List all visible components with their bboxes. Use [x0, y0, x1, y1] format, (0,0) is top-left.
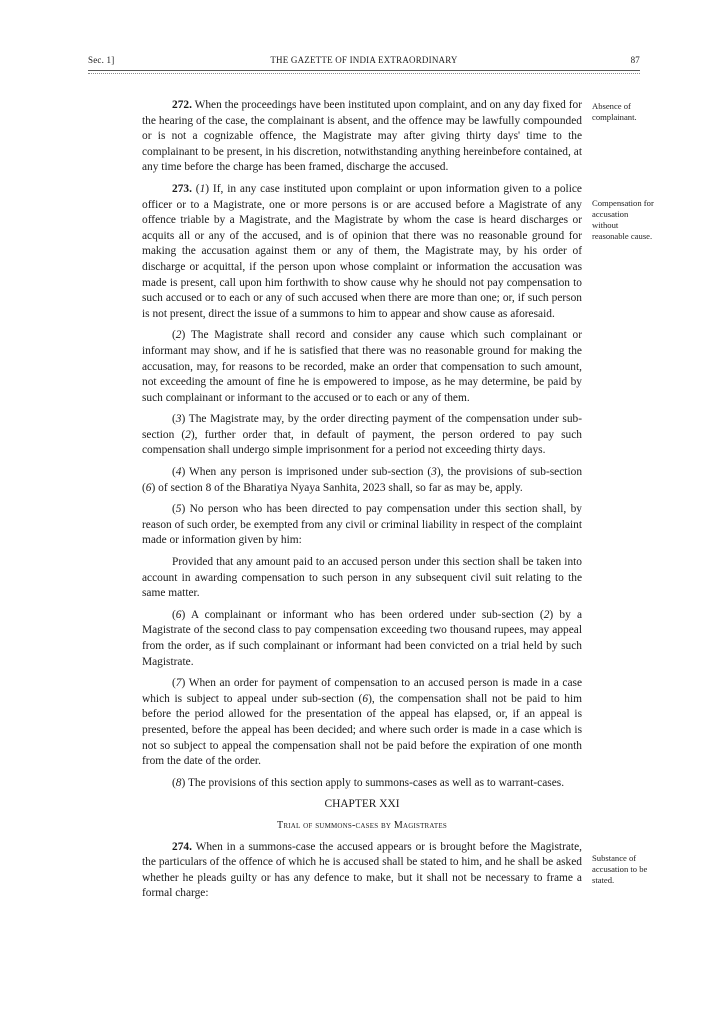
- margin-note-274: Substance of accusation to be stated.: [592, 853, 648, 885]
- subsection-ref: 3: [431, 466, 437, 479]
- subsection-text: The Magistrate shall record and consider any cause which such complainant or informant may show, and if he is satisfied that there was no reasonable ground for making the accusation, may, for reasons to be recorded, make an order that compensation to such amount, not exceeding the amount of fine he is empowered to impose, as he may determine, be paid by such complainant or informant to the accused or to each or any of them.: [142, 329, 582, 404]
- subsection-ref: 2: [543, 608, 550, 621]
- section-273-2: (2) The Magistrate shall record and consider any cause which such complainant or informant may show, and if he is satisfied that there was no reasonable ground for making the accusation, may, for reasons to be recorded, make an order that compensation to such amount, not exceeding the amount of fine he is empowered to impose, as he may determine, be paid by such complainant or informant to the accused or to each or any of them.: [142, 329, 582, 404]
- subsection-text: ) of section 8 of the Bharatiya Nyaya Sanhita, 2023 shall, so far as may be, apply.: [151, 481, 523, 494]
- section-number: 272.: [172, 99, 192, 111]
- subsection-text: ), the provisions of sub-section (: [142, 466, 583, 494]
- subsection-text: ) by a Magistrate of the second class to pay compensation exceeding two thousand rupees, may appeal from the order, as if such complainant or informant had been convicted on a trial held by such Magistrate.: [142, 608, 583, 668]
- subsection-text: ), further order that, in default of payment, the person ordered to pay such compensation shall undergo simple imprisonment for a period not exceeding thirty days.: [142, 428, 582, 457]
- chapter-heading: CHAPTER XXI: [324, 798, 400, 811]
- section-273-7: (7) When an order for payment of compensation to an accused person is made in a case which is subject to appeal under sub-section (6), the compensation shall not be paid to him before the period allowed for the presentation of the appeal has elapsed, or, if an appeal is presented, before the appeal has been decided; and where such order is made in a case which is not so subject to appeal the compensation shall not be paid before the expiration of one month from the date of the order.: [142, 677, 583, 768]
- subsection-label: 7: [175, 677, 182, 690]
- section-text: When the proceedings have been instituted upon complaint, and on any day fixed for the hearing of the case, the complainant is absent, and the offence may be lawfully compounded or is not a cognizable offence, the Magistrate may after giving thirty days' time to the complainant to be present, in his discretion, notwithstanding anything hereinbefore contained, at any time before the charge has been framed, discharge the accused.: [142, 99, 582, 174]
- subsection-label: 3: [175, 413, 182, 426]
- header-rule-dotted: [88, 73, 640, 74]
- header-rule: [88, 70, 640, 71]
- section-272: [142, 98, 582, 176]
- subsection-text: When an order for payment of compensation to an accused person is made in a case which is subject to appeal under sub-section (: [142, 677, 583, 705]
- subsection-text: If, in any case instituted upon complaint or upon information given to a police officer or to a Magistrate, one or more persons is or are accused before a Magistrate of any offence triable by a Magistrate, and the Magistrate by whom the case is heard discharges or acquits all or any of the accused, and is of opinion that there was no reasonable ground for making the accusation against them or any of them, the Magistrate may, by his order of discharge or acquittal, if the person upon whose complaint or information the accusation was made is present, call upon him forthwith to show cause why he should not pay compensation to such accused or to each or any of such accused when there are more than one; or, if such person is not present, direct the issue of a summons to him to appear and show cause as aforesaid.: [142, 182, 582, 320]
- margin-note-273: Compensation for accusation without reasonable cause.: [592, 198, 654, 241]
- gazette-title: THE GAZETTE OF INDIA EXTRAORDINARY: [270, 55, 458, 65]
- subsection-ref: 6: [145, 481, 152, 494]
- margin-note-272: Absence of complainant.: [592, 101, 637, 122]
- section-273-proviso: Provided that any amount paid to an accused person under this section shall be taken into account in awarding compensation to such person in any subsequent civil suit relating to the same matter.: [142, 556, 582, 600]
- subsection-label: 5: [175, 503, 182, 516]
- subsection-label: 8: [175, 776, 182, 789]
- section-number: 273.: [172, 182, 192, 195]
- page-body: [142, 98, 582, 908]
- subsection-text: ), the compensation shall not be paid to him before the period allowed for the presentation of the appeal has elapsed, or, if an appeal is presented, before the appeal has been decided; and where such order is made in a case which is not so subject to appeal the compensation shall not be paid before the expiration of one month from the date of the order.: [142, 692, 582, 768]
- subsection-label: 4: [175, 466, 182, 479]
- section-text: When in a summons-case the accused appears or is brought before the Magistrate, the particulars of the offence of which he is accused shall be stated to him, and he shall be asked whether he pleads guilty or has any defence to make, but it shall not be necessary to frame a formal charge:: [142, 840, 582, 900]
- section-273-4: (4) When any person is imprisoned under sub-section (3), the provisions of sub-section (6) of section 8 of the Bharatiya Nyaya Sanhita, 2023 shall, so far as may be, apply.: [142, 466, 583, 494]
- subsection-text: No person who has been directed to pay compensation under this section shall, by reason of such order, be exempted from any civil or criminal liability in respect of the complaint made or information given by him:: [142, 503, 582, 547]
- subsection-label: 2: [175, 329, 182, 342]
- section-273-5: (5) No person who has been directed to pay compensation under this section shall, by reason of such order, be exempted from any civil or criminal liability in respect of the complaint made or information given by him:: [142, 503, 582, 547]
- chapter-title: Trial of summons-cases by Magistrates: [277, 819, 447, 831]
- subsection-ref: 2: [185, 428, 191, 441]
- page-header: [88, 55, 640, 69]
- subsection-text: The provisions of this section apply to summons-cases as well as to warrant-cases.: [187, 776, 565, 789]
- section-label: Sec. 1]: [88, 55, 115, 65]
- section-274: [142, 840, 582, 902]
- subsection-text: A complainant or informant who has been ordered under sub-section (: [190, 608, 544, 621]
- section-273-1: 273. (1) If, in any case instituted upon complaint or upon information given to a police officer or to a Magistrate, one or more persons is or are accused before a Magistrate of any offence triable by a Magistrate, and the Magistrate by whom the case is heard discharges or acquits all or any of the accused, and is of opinion that there was no reasonable ground for making the accusation against them or any of them, the Magistrate may, by his order of discharge or acquittal, if the person upon whose complaint or information the accusation was made is present, call upon him forthwith to show cause why he should not pay compensation to such accused or to each or any of such accused when there are more than one; or, if such person is not present, direct the issue of a summons to him to appear and show cause as aforesaid.: [142, 182, 582, 320]
- subsection-text: When any person is imprisoned under sub-section (: [189, 466, 432, 479]
- subsection-text: The Magistrate may, by the order directing payment of the compensation under sub-section (: [142, 413, 583, 441]
- subsection-label: 6: [175, 608, 182, 621]
- section-273-8: (8) The provisions of this section apply to summons-cases as well as to warrant-cases.: [172, 776, 565, 789]
- page-number: 87: [630, 55, 640, 65]
- section-number: 274.: [172, 840, 192, 853]
- subsection-label: 1: [199, 182, 206, 195]
- subsection-ref: 6: [362, 692, 369, 705]
- section-273-6: (6) A complainant or informant who has been ordered under sub-section (2) by a Magistrate of the second class to pay compensation exceeding two thousand rupees, may appeal from the order, as if such complainant or informant had been convicted on a trial held by such Magistrate.: [142, 608, 583, 668]
- section-273-3: (3) The Magistrate may, by the order directing payment of the compensation under sub-section (2), further order that, in default of payment, the person ordered to pay such compensation shall undergo simple imprisonment for a period not exceeding thirty days.: [142, 413, 583, 457]
